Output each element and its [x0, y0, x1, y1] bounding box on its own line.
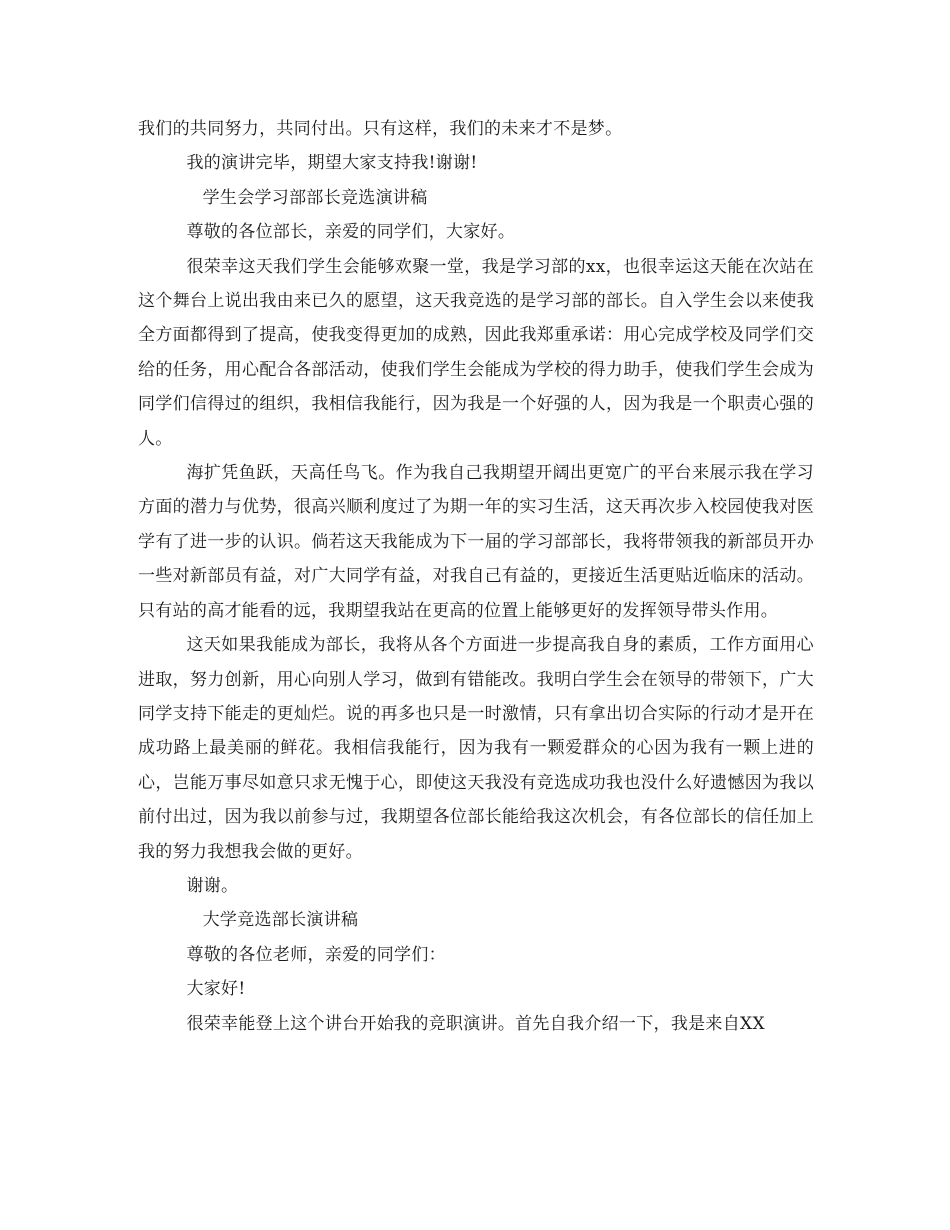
section-title-university-minister: 大学竞选部长演讲稿 — [202, 910, 359, 931]
paragraph-salutation: 尊敬的各位老师，亲爱的同学们： — [186, 944, 446, 965]
paragraph-opening: 很荣幸能登上这个讲台开始我的竞职演讲。首先自我介绍一下，我是来自XX — [186, 1013, 765, 1034]
paragraph-closing-line: 我们的共同努力，共同付出。只有这样，我们的未来才不是梦。 — [138, 119, 623, 139]
paragraph-greeting: 尊敬的各位部长，亲爱的同学们，大家好。 — [186, 222, 516, 243]
section-title-study-department: 学生会学习部部长竞选演讲稿 — [202, 187, 428, 208]
paragraph-hello: 大家好! — [186, 979, 246, 1000]
paragraph-thanks: 谢谢。 — [186, 875, 239, 896]
paragraph-thanks-first-speech: 我的演讲完毕，期望大家支持我!谢谢! — [186, 153, 478, 174]
paragraph-aspiration: 海扩凭鱼跃，天高任鸟飞。作为我自己我期望开阔出更宽广的平台来展示我在学习方面的潜力与优势，很高兴顺利度过了为期一年的实习生活，这天再次步入校园使我对医学有了进一步的认识。倘若这天我能成为下一届的学习部部长，我将带领我的新部员开办一些对新部员有益，对广大同学有益，对我自己有益的，更接近生活更贴近临床的活动。只有站的高才能看的远，我期望我站在更高的位置上能够更好的发挥领导带头作用。 — [138, 463, 814, 621]
document-body — [138, 112, 814, 1041]
paragraph-commitment: 这天如果我能成为部长，我将从各个方面进一步提高我自身的素质，工作方面用心进取，努力创新，用心向别人学习，做到有错能改。我明白学生会在领导的带领下，广大同学支持下能走的更灿烂。说的再多也只是一时激情，只有拿出切合实际的行动才是开在成功路上最美丽的鲜花。我相信我能行，因为我有一颗爱群众的心因为我有一颗上进的心，岂能万事尽如意只求无愧于心，即使这天我没有竞选成功我也没什么好遗憾因为我以前付出过，因为我以前参与过，我期望各位部长能给我这次机会，有各位部长的信任加上我的努力我想我会做的更好。 — [138, 635, 814, 862]
paragraph-introduction: 很荣幸这天我们学生会能够欢聚一堂，我是学习部的xx，也很幸运这天能在次站在这个舞台上说出我由来已久的愿望，这天我竞选的是学习部的部长。自入学生会以来使我全方面都得到了提高，使我变得更加的成熟，因此我郑重承诺：用心完成学校及同学们交给的任务，用心配合各部活动，使我们学生会能成为学校的得力助手，使我们学生会成为同学们信得过的组织，我相信我能行，因为我是一个好强的人，因为我是一个职责心强的人。 — [138, 256, 814, 449]
